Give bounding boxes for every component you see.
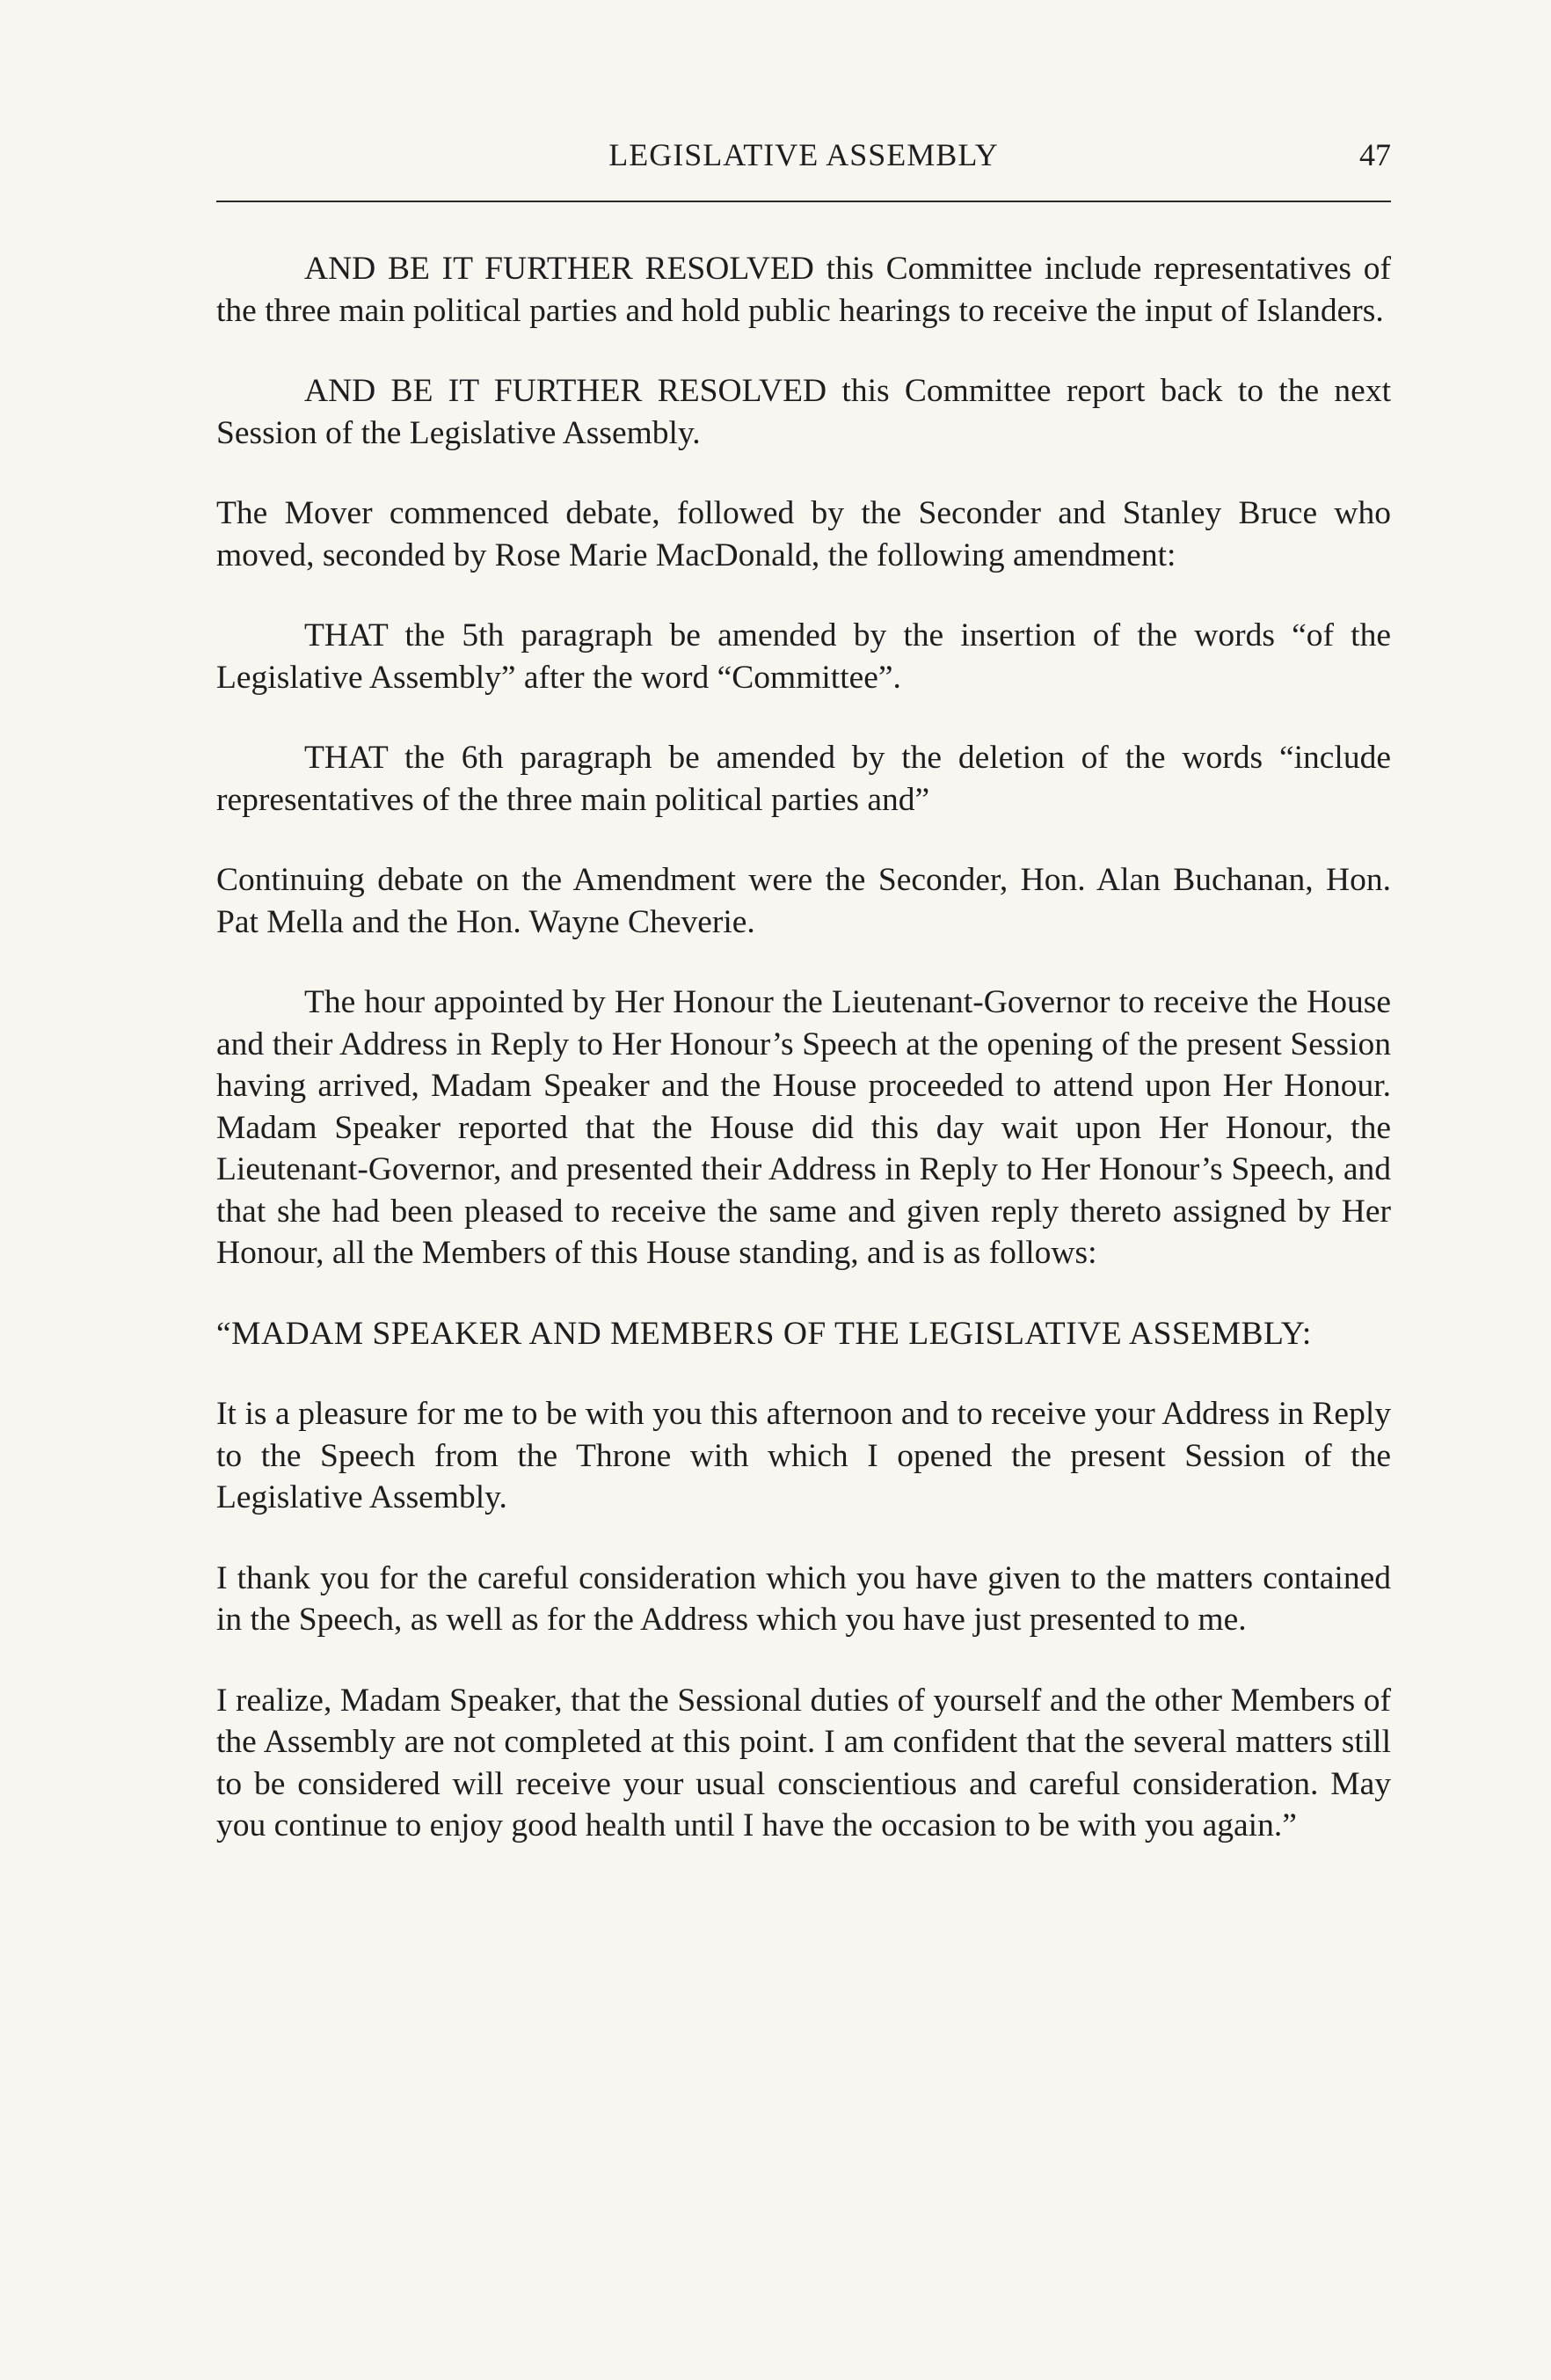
header-rule [216,201,1391,202]
continuing-debate-paragraph: Continuing debate on the Amendment were the Seconder, Hon. Alan Buchanan, Hon. Pat Mella and the Hon. Wayne Cheverie. [216,862,1391,940]
resolution-paragraph-committee-representatives: AND BE IT FURTHER RESOLVED this Committee include representatives of the three main political parties and hold public hearings to receive the input of Islanders. [216,251,1391,329]
running-header [216,134,1391,176]
reply-paragraph-thanks: I thank you for the careful consideration which you have given to the matters contained in the Speech, as well as for the Address which you have just presented to me. [216,1559,1391,1638]
amendment-paragraph-fifth: THAT the 5th paragraph be amended by the insertion of the words “of the Legislative Assembly” after the word “Committee”. [216,617,1391,696]
page-number: 47 [1359,137,1391,172]
amendment-paragraph-sixth: THAT the 6th paragraph be amended by the deletion of the words “include representatives of the three main political parties and” [216,740,1391,818]
running-title: LEGISLATIVE ASSEMBLY [608,137,999,172]
debate-paragraph: The Mover commenced debate, followed by the Seconder and Stanley Bruce who moved, seconded by Rose Marie MacDonald, the following amendment: [216,495,1391,573]
address-in-reply-paragraph: The hour appointed by Her Honour the Lieutenant-Governor to receive the House and their Address in Reply to Her Honour’s Speech at the opening of the present Session having arrived, Madam Speaker and the House proceeded to attend upon Her Honour. Madam Speaker reported that the House did this day wait upon Her Honour, the Lieutenant-Governor, and presented their Address in Reply to Her Honour’s Speech, and that she had been pleased to receive the same and given reply thereto assigned by Her Honour, all the Members of this House standing, and is as follows: [216,984,1391,1271]
reply-paragraph-closing: I realize, Madam Speaker, that the Sessional duties of yourself and the other Members of the Assembly are not completed at this point. I am confident that the several matters still to be considered will receive your usual conscientious and careful consideration. May you continue to enjoy good health until I have the occasion to be with you again.” [216,1682,1391,1843]
salutation: “MADAM SPEAKER AND MEMBERS OF THE LEGISLATIVE ASSEMBLY: [216,1315,1312,1352]
resolution-paragraph-report-back: AND BE IT FURTHER RESOLVED this Committee report back to the next Session of the Legislative Assembly. [216,373,1391,451]
body-text [216,248,1391,1886]
reply-paragraph-pleasure: It is a pleasure for me to be with you this afternoon and to receive your Address in Reply to the Speech from the Throne with which I opened the present Session of the Legislative Assembly. [216,1396,1391,1515]
